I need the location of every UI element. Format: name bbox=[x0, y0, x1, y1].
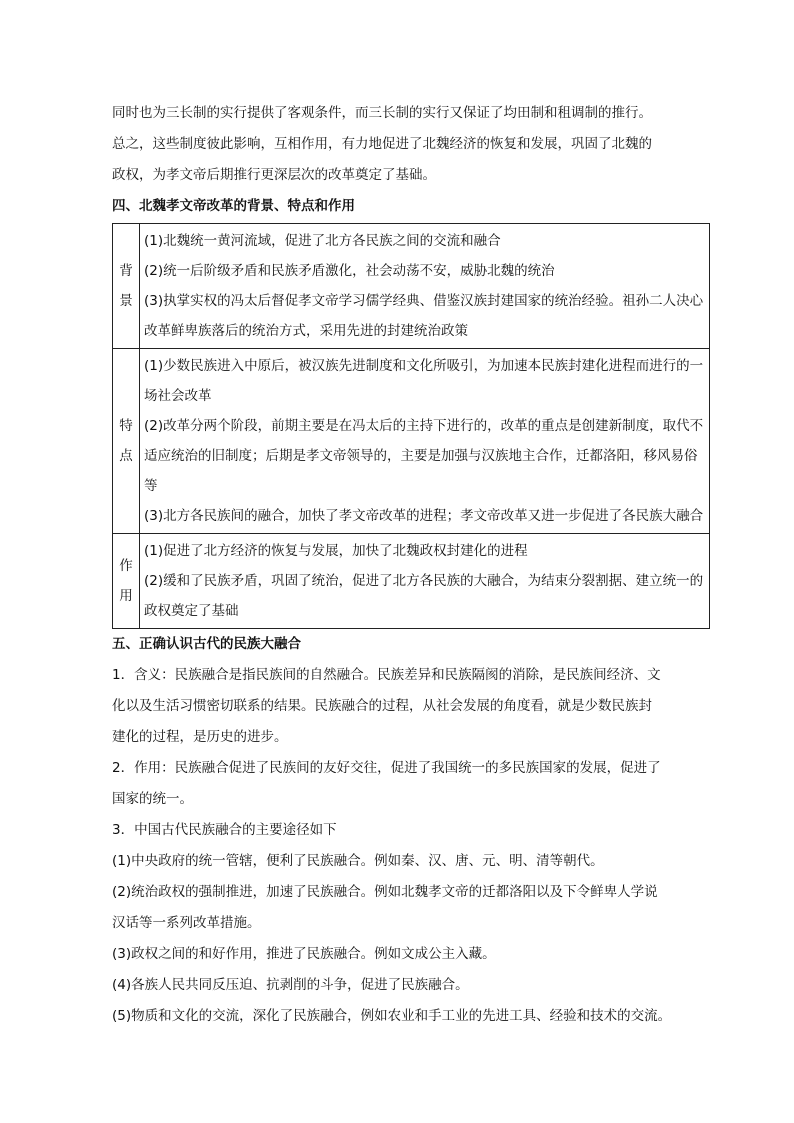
row-label-features: 特 点 bbox=[113, 349, 140, 534]
row-content-features: (1)少数民族进入中原后，被汉族先进制度和文化所吸引，为加速本民族封建化进程而进行的一 场社会改革 (2)改革分两个阶段，前期主要是在冯太后的主持下进行的，改革的重点是创建新制度，取代不 适应统治的旧制度；后期是孝文帝领导的，主要是加强与汉族地主合作，迁都洛阳，移风易俗等 (3)北方各民族间的融合，加快了孝文帝改革的进程；孝文帝改革又进一步促进了各民族大融合 bbox=[140, 349, 710, 534]
paragraph-line: (4)各族人民共同反压迫、抗剥削的斗争，促进了民族融合。 bbox=[112, 977, 469, 993]
paragraph-line: 国家的统一。 bbox=[112, 791, 193, 807]
document-body bbox=[112, 98, 712, 1032]
paragraph-line: 3．中国古代民族融合的主要途径如下 bbox=[112, 822, 337, 838]
section-4-heading: 四、北魏孝文帝改革的背景、特点和作用 bbox=[112, 198, 355, 214]
paragraph-line: 建化的过程，是历史的进步。 bbox=[112, 729, 288, 745]
table-row bbox=[113, 224, 710, 349]
paragraph-line: 2．作用：民族融合促进了民族间的友好交往，促进了我国统一的多民族国家的发展，促进了 bbox=[112, 760, 661, 776]
row-label-effects: 作 用 bbox=[113, 534, 140, 629]
paragraph-line: 化以及生活习惯密切联系的结果。民族融合的过程，从社会发展的角度看，就是少数民族封 bbox=[112, 698, 652, 714]
intro-line: 政权，为孝文帝后期推行更深层次的改革奠定了基础。 bbox=[112, 167, 436, 183]
paragraph-line: 汉话等一系列改革措施。 bbox=[112, 915, 261, 931]
paragraph-line: (5)物质和文化的交流，深化了民族融合，例如农业和手工业的先进工具、经验和技术的交流。 bbox=[112, 1008, 672, 1024]
section-5-heading: 五、正确认识古代的民族大融合 bbox=[112, 636, 301, 652]
table-row bbox=[113, 534, 710, 629]
paragraph-line: 1．含义：民族融合是指民族间的自然融合。民族差异和民族隔阂的消除，是民族间经济、文 bbox=[112, 667, 661, 683]
row-label-background: 背 景 bbox=[113, 224, 140, 349]
paragraph-line: (2)统治政权的强制推进，加速了民族融合。例如北魏孝文帝的迁都洛阳以及下令鲜卑人学说 bbox=[112, 884, 658, 900]
row-content-effects: (1)促进了北方经济的恢复与发展，加快了北魏政权封建化的进程 (2)缓和了民族矛盾，巩固了统治，促进了北方各民族的大融合，为结束分裂割据、建立统一的 政权奠定了基础 bbox=[140, 534, 710, 629]
reform-table bbox=[112, 223, 710, 629]
paragraph-line: (3)政权之间的和好作用，推进了民族融合。例如文成公主入藏。 bbox=[112, 946, 496, 962]
paragraph-line: (1)中央政府的统一管辖，便利了民族融合。例如秦、汉、唐、元、明、清等朝代。 bbox=[112, 853, 604, 869]
table-row bbox=[113, 349, 710, 534]
row-content-background: (1)北魏统一黄河流域，促进了北方各民族之间的交流和融合 (2)统一后阶级矛盾和民族矛盾激化，社会动荡不安，威胁北魏的统治 (3)执掌实权的冯太后督促孝文帝学习儒学经典、借鉴汉族封建国家的统治经验。祖孙二人决心 改革鲜卑族落后的统治方式，采用先进的封建统治政策 bbox=[140, 224, 710, 349]
intro-line: 总之，这些制度彼此影响，互相作用，有力地促进了北魏经济的恢复和发展，巩固了北魏的 bbox=[112, 136, 652, 152]
intro-line: 同时也为三长制的实行提供了客观条件，而三长制的实行又保证了均田制和租调制的推行。 bbox=[112, 105, 652, 121]
